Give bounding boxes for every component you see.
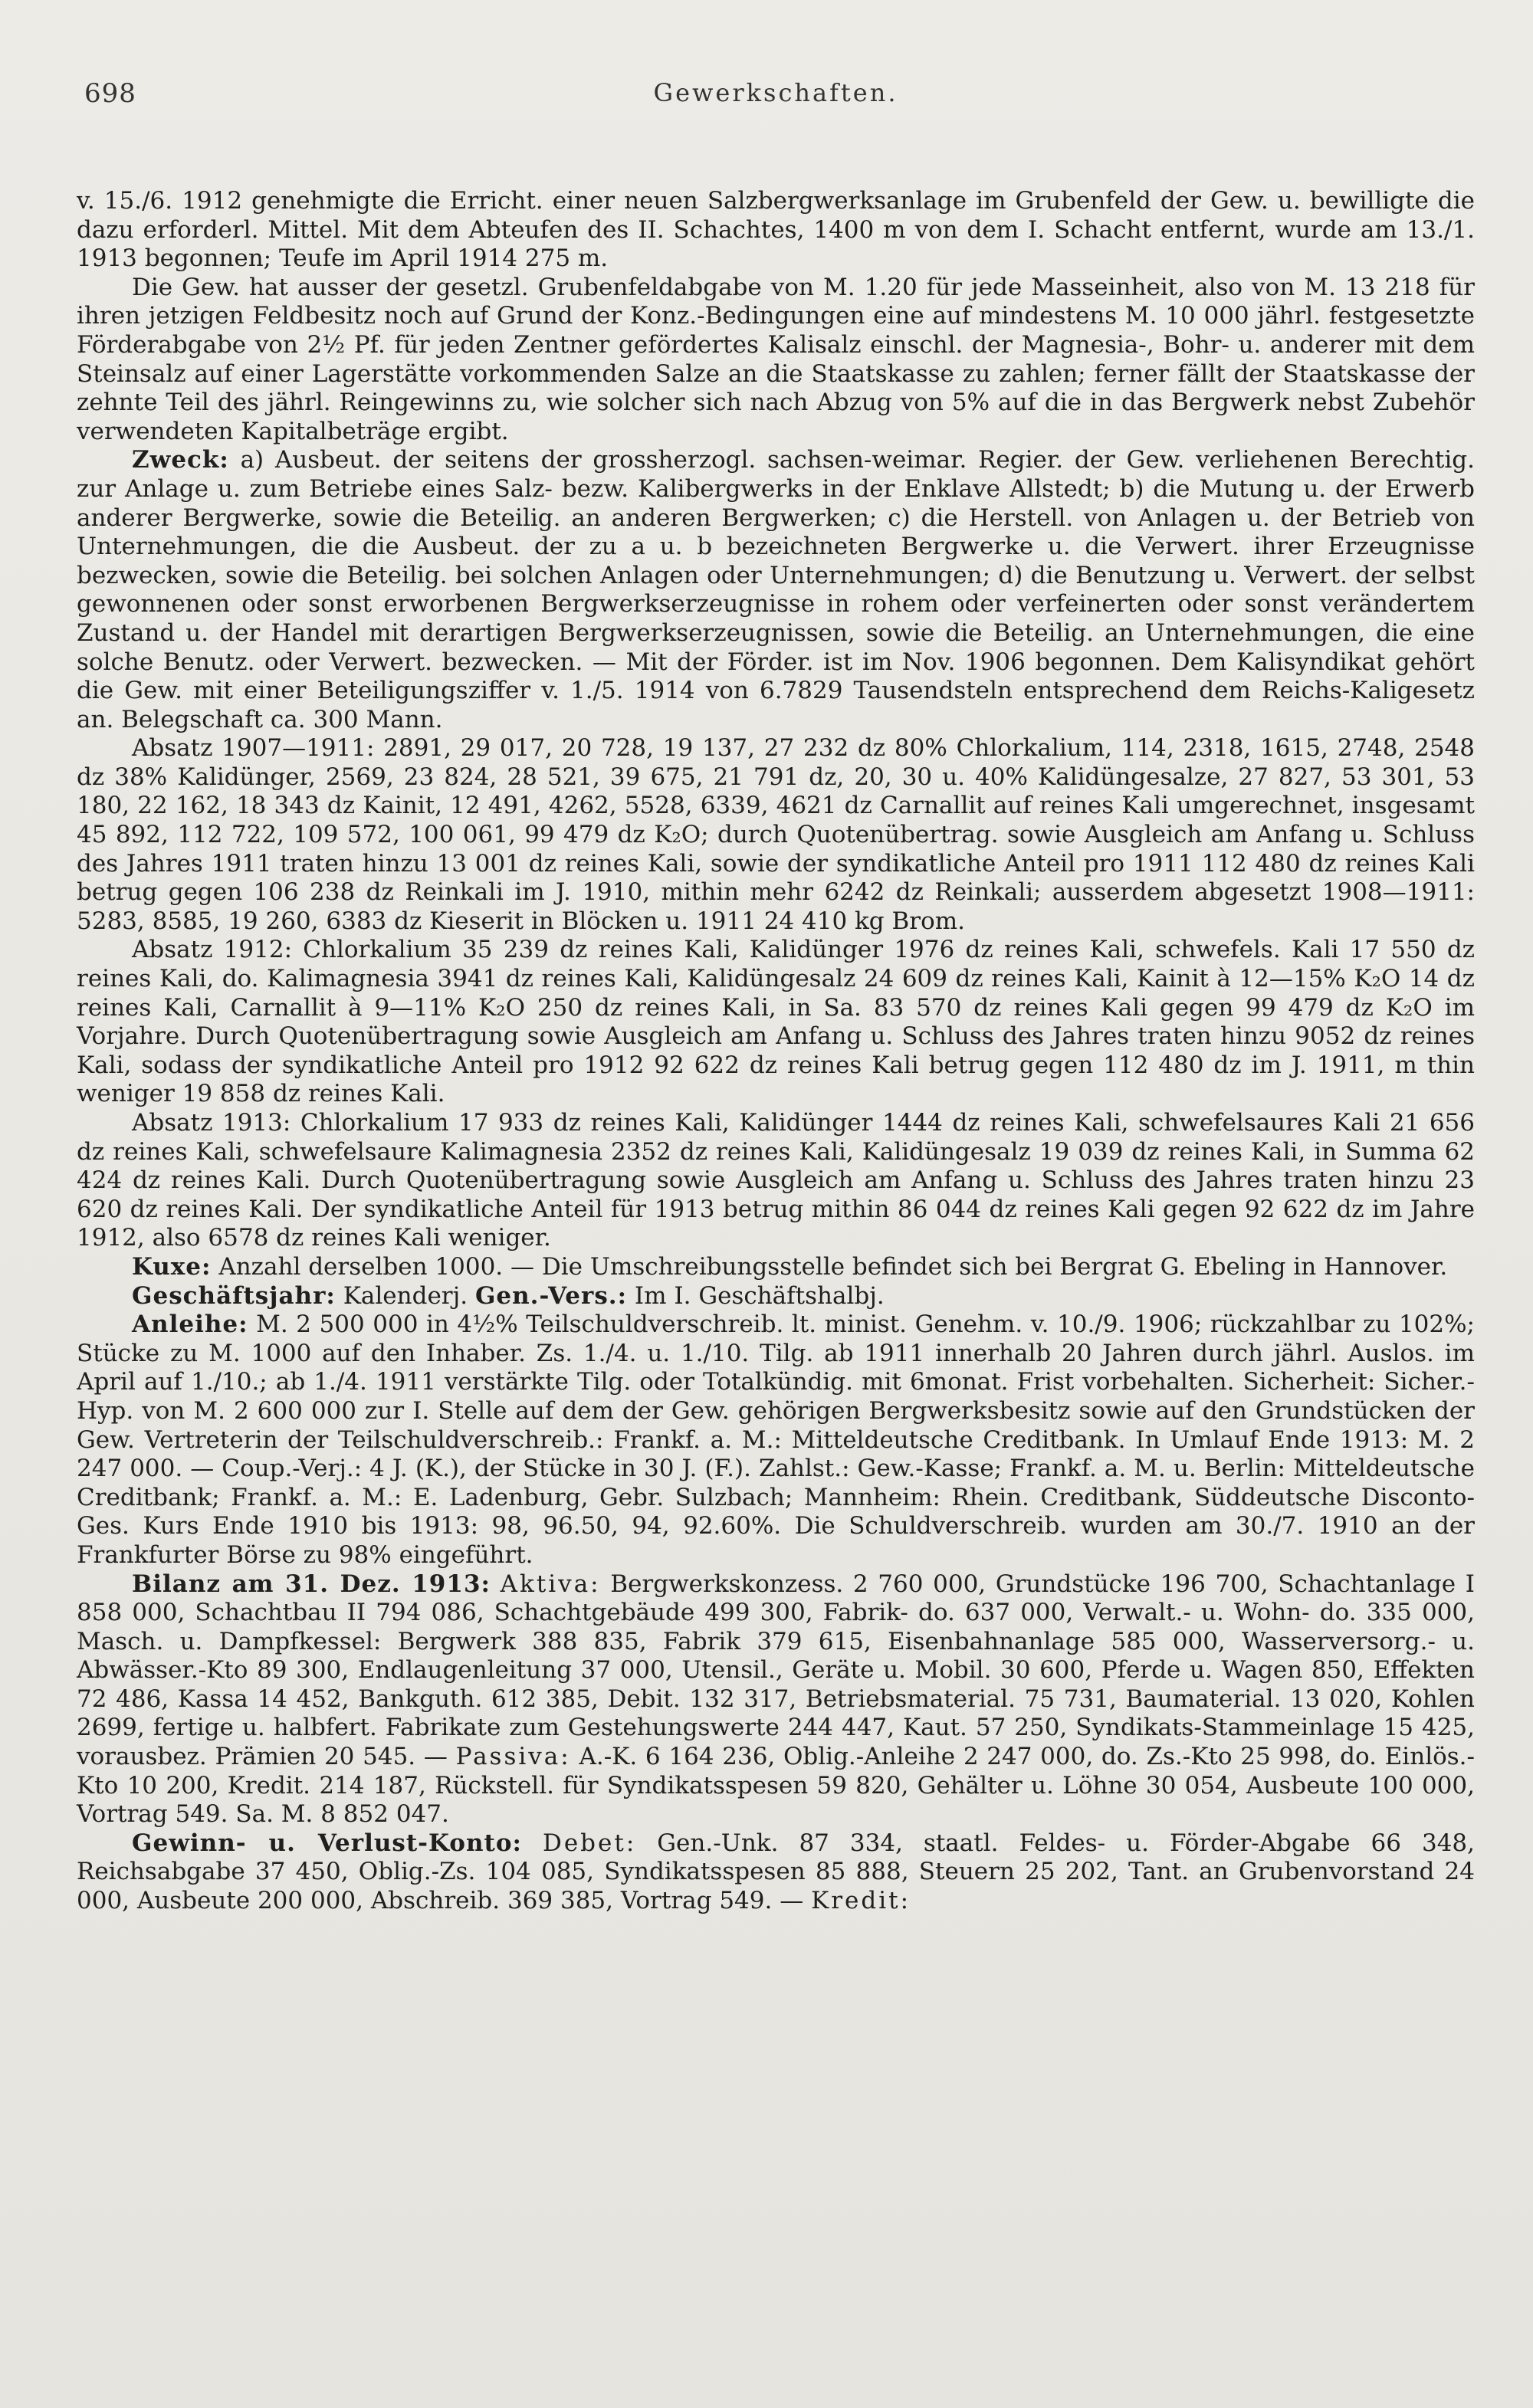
paragraph-gewinn-verlust: Gewinn- u. Verlust-Konto: Debet: Gen.-Unk. 87 334, staatl. Feldes- u. Förder-Abgabe 66 348, Reichsabgabe 37 450, Oblig.-Zs. 104 085, Syndikatsspesen 85 888, Steuern 25 202, Tant. an Grubenvorstand 24 000, Ausbeute 200 000, Abschreib. 369 385, Vortrag 549. — Kredit: bbox=[77, 1829, 1475, 1915]
page-body bbox=[77, 187, 1475, 1916]
paragraph: v. 15./6. 1912 genehmigte die Erricht. einer neuen Salzbergwerksanlage im Grubenfeld der Gew. u. bewilligte die dazu erforderl. Mittel. Mit dem Abteufen des II. Schachtes, 1400 m von dem I. Schacht entfernt, wurde am 13./1. 1913 begonnen; Teufe im April 1914 275 m. bbox=[77, 187, 1475, 273]
paragraph-geschaeftsjahr: Geschäftsjahr: Kalenderj. Gen.-Vers.: Im I. Geschäftshalbj. bbox=[132, 1281, 885, 1310]
paragraph: Absatz 1912: Chlorkalium 35 239 dz reines Kali, Kalidünger 1976 dz reines Kali, schwefels. Kali 17 550 dz reines Kali, do. Kalimagnesia 3941 dz reines Kali, Kalidüngesalz 24 609 dz reines Kali, Kainit à 12—15% K₂O 14 dz reines Kali, Carnallit à 9—11% K₂O 250 dz reines Kali, in Sa. 83 570 dz reines Kali gegen 99 479 dz K₂O im Vorjahre. Durch Quotenübertragung sowie Ausgleich am Anfang u. Schluss des Jahres traten hinzu 9052 dz reines Kali, sodass der syndikatliche Anteil pro 1912 92 622 dz reines Kali betrug gegen 112 480 dz im J. 1911, m thin weniger 19 858 dz reines Kali. bbox=[77, 936, 1475, 1108]
subsection-label: Kredit: bbox=[811, 1887, 911, 1915]
section-label: Anleihe: bbox=[132, 1311, 248, 1339]
paragraph: Die Gew. hat ausser der gesetzl. Grubenfeldabgabe von M. 1.20 für jede Masseinheit, also von M. 13 218 für ihren jetzigen Feldbesitz noch auf Grund der Konz.-Bedingungen eine auf mindestens M. 10 000 jährl. festgesetzte Förderabgabe von 2½ Pf. für jeden Zentner gefördertes Kalisalz einschl. der Magnesia-, Bohr- u. anderer mit dem Steinsalz auf einer Lagerstätte vorkommenden Salze an die Staatskasse zu zahlen; ferner fällt der Staatskasse der zehnte Teil des jährl. Reingewinns zu, wie solcher sich nach Abzug von 5% auf die in das Bergwerk nebst Zubehör verwendeten Kapitalbeträge ergibt. bbox=[77, 273, 1475, 445]
section-label: Geschäftsjahr: bbox=[132, 1281, 336, 1310]
subsection-label: Passiva: bbox=[455, 1743, 571, 1771]
section-label: Gewinn- u. Verlust-Konto: bbox=[132, 1829, 522, 1857]
section-label: Zweck: bbox=[132, 446, 229, 474]
section-label: Bilanz am 31. Dez. 1913: bbox=[132, 1570, 491, 1598]
subsection-label: Debet: bbox=[542, 1829, 637, 1857]
page-number: 698 bbox=[84, 78, 136, 109]
running-title: Gewerkschaften. bbox=[653, 78, 898, 107]
paragraph-kuxe: Kuxe: Anzahl derselben 1000. — Die Umschreibungsstelle befindet sich bei Bergrat G. Ebeling in Hannover. bbox=[132, 1252, 1448, 1281]
paragraph: Absatz 1913: Chlorkalium 17 933 dz reines Kali, Kalidünger 1444 dz reines Kali, schwefelsaures Kali 21 656 dz reines Kali, schwefelsaure Kalimagnesia 2352 dz reines Kali, Kalidüngesalz 19 039 dz reines Kali, in Summa 62 424 dz reines Kali. Durch Quotenübertragung sowie Ausgleich am Anfang u. Schluss des Jahres traten hinzu 23 620 dz reines Kali. Der syndikatliche Anteil für 1913 betrug mithin 86 044 dz reines Kali gegen 92 622 dz im Jahre 1912, also 6578 dz reines Kali weniger. bbox=[77, 1109, 1475, 1252]
paragraph-zweck: Zweck: a) Ausbeut. der seitens der grossherzogl. sachsen-weimar. Regier. der Gew. verliehenen Berechtig. zur Anlage u. zum Betriebe eines Salz- bezw. Kalibergwerks in der Enklave Allstedt; b) die Mutung u. der Erwerb anderer Bergwerke, sowie die Beteilig. an anderen Bergwerken; c) die Herstell. von Anlagen u. der Betrieb von Unternehmungen, die die Ausbeut. der zu a u. b bezeichneten Bergwerke u. die Verwert. ihrer Erzeugnisse bezwecken, sowie die Beteilig. bei solchen Anlagen oder Unternehmungen; d) die Benutzung u. Verwert. der selbst gewonnenen oder sonst erworbenen Bergwerkserzeugnisse in rohem oder verfeinerten oder sonst verändertem Zustand u. der Handel mit derartigen Bergwerkserzeugnissen, sowie die Beteilig. an Unternehmungen, die eine solche Benutz. oder Verwert. bezwecken. — Mit der Förder. ist im Nov. 1906 begonnen. Dem Kalisyndikat gehört die Gew. mit einer Beteiligungsziffer v. 1./5. 1914 von 6.7829 Tausendsteln entsprechend dem Reichs-Kaligesetz an. Belegschaft ca. 300 Mann. bbox=[77, 446, 1476, 733]
page-header bbox=[77, 64, 1475, 120]
section-label: Kuxe: bbox=[132, 1252, 212, 1281]
paragraph-bilanz: Bilanz am 31. Dez. 1913: Aktiva: Bergwerkskonzess. 2 760 000, Grundstücke 196 700, Schachtanlage I 858 000, Schachtbau II 794 086, Schachtgebäude 499 300, Fabrik- do. 637 000, Verwalt.- u. Wohn- do. 335 000, Masch. u. Dampfkessel: Bergwerk 388 835, Fabrik 379 615, Eisenbahnanlage 585 000, Wasserversorg.- u. Abwässer.-Kto 89 300, Endlaugenleitung 37 000, Utensil., Geräte u. Mobil. 30 600, Pferde u. Wagen 850, Effekten 72 486, Kassa 14 452, Bankguth. 612 385, Debit. 132 317, Betriebsmaterial. 75 731, Baumaterial. 13 020, Kohlen 2699, fertige u. halbfert. Fabrikate zum Gestehungswerte 244 447, Kaut. 57 250, Syndikats-Stammeinlage 15 425, vorausbez. Prämien 20 545. — Passiva: A.-K. 6 164 236, Oblig.-Anleihe 2 247 000, do. Zs.-Kto 25 998, do. Einlös.-Kto 10 200, Kredit. 214 187, Rückstell. für Syndikatsspesen 59 820, Gehälter u. Löhne 30 054, Ausbeute 100 000, Vortrag 549. Sa. M. 8 852 047. bbox=[77, 1570, 1476, 1829]
paragraph: Absatz 1907—1911: 2891, 29 017, 20 728, 19 137, 27 232 dz 80% Chlorkalium, 114, 2318, 1615, 2748, 2548 dz 38% Kalidünger, 2569, 23 824, 28 521, 39 675, 21 791 dz, 20, 30 u. 40% Kalidüngesalze, 27 827, 53 301, 53 180, 22 162, 18 343 dz Kainit, 12 491, 4262, 5528, 6339, 4621 dz Carnallit auf reines Kali umgerechnet, insgesamt 45 892, 112 722, 109 572, 100 061, 99 479 dz K₂O; durch Quotenübertrag. sowie Ausgleich am Anfang u. Schluss des Jahres 1911 traten hinzu 13 001 dz reines Kali, sowie der syndikatliche Anteil pro 1911 112 480 dz reines Kali betrug gegen 106 238 dz Reinkali im J. 1910, mithin mehr 6242 dz Reinkali; ausserdem abgesetzt 1908—1911: 5283, 8585, 19 260, 6383 dz Kieserit in Blöcken u. 1911 24 410 kg Brom. bbox=[77, 734, 1475, 935]
subsection-label: Aktiva: bbox=[500, 1570, 601, 1598]
section-label: Gen.-Vers.: bbox=[474, 1281, 628, 1310]
paragraph-anleihe: Anleihe: M. 2 500 000 in 4½% Teilschuldverschreib. lt. minist. Genehm. v. 10./9. 1906; rückzahlbar zu 102%; Stücke zu M. 1000 auf den Inhaber. Zs. 1./4. u. 1./10. Tilg. ab 1911 innerhalb 20 Jahren durch jährl. Auslos. im April auf 1./10.; ab 1./4. 1911 verstärkte Tilg. oder Totalkündig. mit 6monat. Frist vorbehalten. Sicherheit: Sicher.-Hyp. von M. 2 600 000 zur I. Stelle auf dem der Gew. gehörigen Bergwerksbesitz sowie auf den Grundstücken der Gew. Vertreterin der Teilschuldverschreib.: Frankf. a. M.: Mitteldeutsche Creditbank. In Umlauf Ende 1913: M. 2 247 000. — Coup.-Verj.: 4 J. (K.), der Stücke in 30 J. (F.). Zahlst.: Gew.-Kasse; Frankf. a. M. u. Berlin: Mitteldeutsche Creditbank; Frankf. a. M.: E. Ladenburg, Gebr. Sulzbach; Mannheim: Rhein. Creditbank, Süddeutsche Disconto-Ges. Kurs Ende 1910 bis 1913: 98, 96.50, 94, 92.60%. Die Schuldverschreib. wurden am 30./7. 1910 an der Frankfurter Börse zu 98% eingeführt. bbox=[77, 1311, 1475, 1569]
